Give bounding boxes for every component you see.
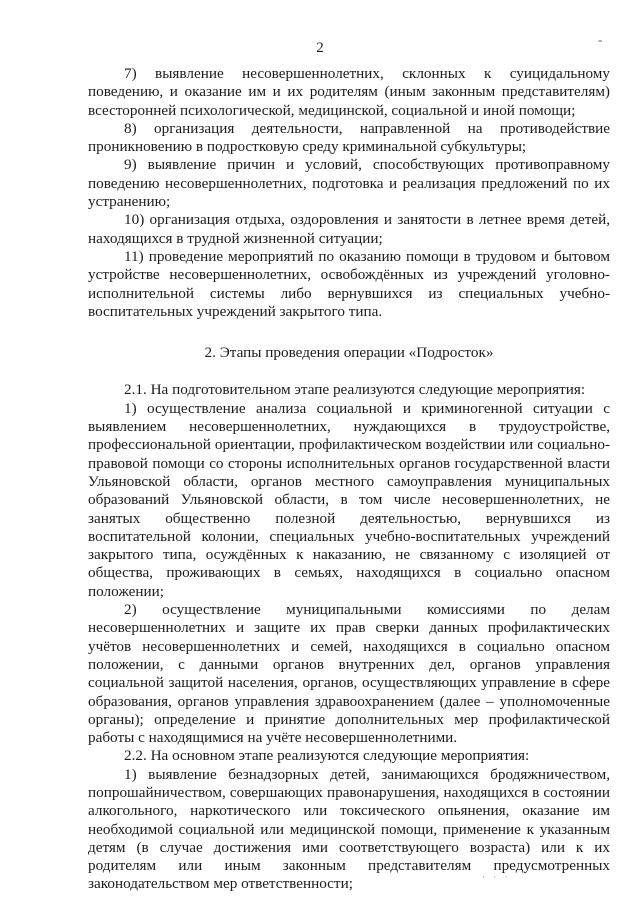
subsection-2-1-item-2: 2) осуществление муниципальными комиссиями по делам несовершеннолетних и защите их прав сверки данных профилактических учётов несовершеннолетних и семей, находящихся в социально опасном положении, с данными органов внутренних дел, органов управления социальной защитой населения, органов, осуществляющих управление в сфере образования, органов управления здравоохранением (далее – уполномоченные органы); определение и принятие дополнительных мер профилактической работы с находящимися на учёте несовершеннолетними.: [88, 601, 610, 747]
subsection-2-2-item-1: 1) выявление безнадзорных детей, занимающихся бродяжничеством, попрошайничеством, совершающих правонарушения, находящихся в состоянии алкогольного, наркотического или токсического опьянения, оказание им необходимой социальной или медицинской помощи, применение к указанным детям (в случае достижения ими соответствующего возраста) или к их родителям или иным законным представителям предусмотренных законодательством мер ответственности;: [88, 765, 610, 893]
subsection-2-1-item-1: 1) осуществление анализа социальной и криминогенной ситуации с выявлением несовершеннолетних, нуждающихся в трудоустройстве, профессиональной ориентации, профилактическом воздействии или социально-правовой помощи со стороны исполнительных органов государственной власти Ульяновской области, органов местного самоуправления муниципальных образований Ульяновской области, в том числе несовершеннолетних, не занятых общественно полезной деятельностью, вернувшихся из воспитательной колонии, специальных учебно-воспитательных учреждений закрытого типа, осуждённых к наказанию, не связанному с изоляцией от общества, проживающих в семьях, находящихся в социально опасном положении;: [88, 399, 610, 600]
corner-mark: -: [598, 32, 603, 47]
section-heading: 2. Этапы проведения операции «Подросток»: [204, 344, 494, 362]
list-item-10: 10) организация отдыха, оздоровления и занятости в летнее время детей, находящихся в трудной жизненной ситуации;: [88, 211, 610, 247]
subsection-2-1: 2.1. На подготовительном этапе реализуются следующие мероприятия:: [124, 381, 586, 399]
list-item-11: 11) проведение мероприятий по оказанию помощи в трудовом и бытовом устройстве несовершеннолетних, освобождённых из учреждений уголовно-исполнительной системы либо вернувшихся из специальных учебно-воспитательных учреждений закрытого типа.: [88, 247, 610, 320]
scan-specks: · · ·: [482, 872, 511, 882]
document-body: [88, 65, 610, 894]
list-item-8: 8) организация деятельности, направленной на противодействие проникновению в подростковую среду криминальной субкультуры;: [88, 119, 610, 156]
page-number: 2: [316, 40, 324, 56]
list-item-7: 7) выявление несовершеннолетних, склонных к суицидальному поведению, и оказание им и их родителям (иным законным представителям) всесторонней психологической, медицинской, социальной и иной помощи;: [88, 65, 610, 119]
list-item-9: 9) выявление причин и условий, способствующих противоправному поведению несовершеннолетних, подготовка и реализация предложений по их устранению;: [88, 156, 610, 211]
subsection-2-2: 2.2. На основном этапе реализуются следующие мероприятия:: [124, 747, 530, 765]
